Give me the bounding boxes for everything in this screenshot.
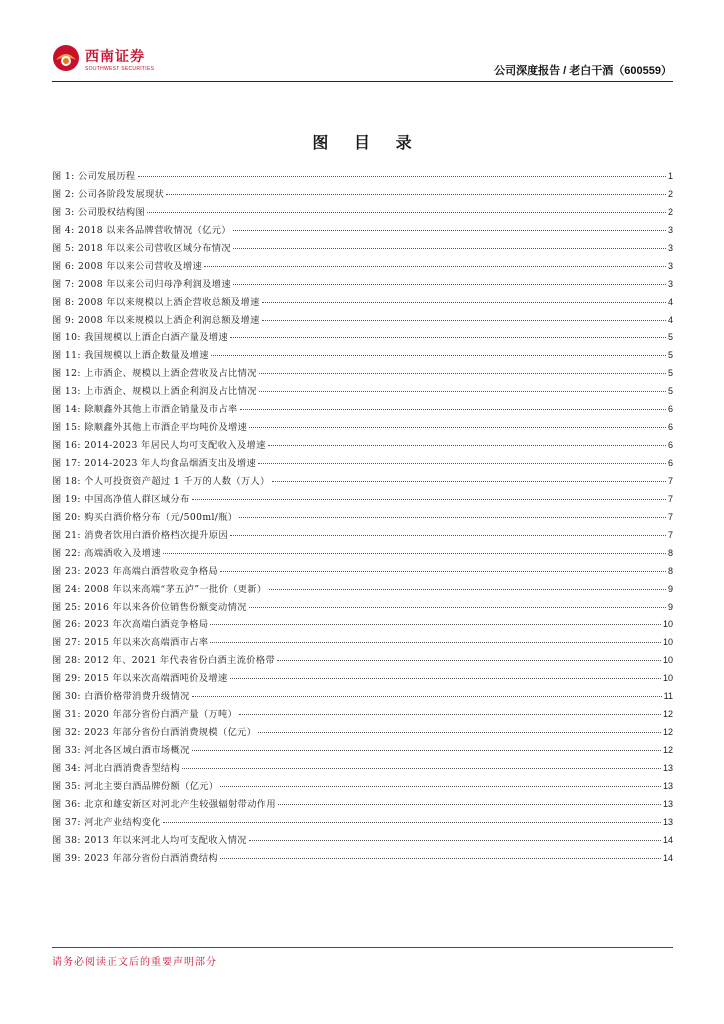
toc-figure-title: 2008 年以来公司营收及增速 (77, 260, 203, 272)
toc-figure-title: 除顺鑫外其他上市酒企平均吨价及增速 (84, 422, 248, 434)
toc-entry[interactable] (52, 491, 673, 509)
toc-figure-number: 图 27: (52, 637, 81, 649)
toc-entry-label (52, 706, 237, 724)
toc-page-number: 1 (667, 171, 673, 181)
toc-entry[interactable] (52, 186, 673, 204)
toc-entry[interactable] (52, 616, 673, 634)
toc-figure-title: 上市酒企、规模以上酒企利润及占比情况 (84, 386, 257, 398)
toc-page-number: 6 (667, 440, 673, 451)
toc-page-number: 3 (667, 224, 673, 235)
toc-page-number: 5 (667, 368, 673, 379)
toc-figure-number: 图 22: (52, 547, 81, 559)
toc-dot-leader (269, 589, 666, 590)
toc-figure-title: 2008 年以来公司归母净利润及增速 (77, 278, 231, 290)
toc-figure-number: 图 38: (52, 834, 81, 846)
toc-entry-label (52, 634, 208, 652)
toc-dot-leader (210, 624, 661, 625)
toc-dot-leader (277, 660, 661, 661)
toc-entry[interactable] (52, 796, 673, 814)
toc-page-number: 7 (667, 529, 673, 540)
toc-dot-leader (240, 409, 666, 410)
logo-icon (52, 44, 80, 72)
toc-entry-label (52, 294, 260, 312)
toc-entry-label (52, 401, 238, 419)
toc-figure-number: 图 33: (52, 745, 81, 756)
toc-entry-label (52, 563, 218, 581)
toc-figure-title: 2023 年高端白酒营收竞争格局 (84, 565, 218, 577)
toc-page-number: 13 (662, 780, 673, 791)
toc-figure-number: 图 2: (52, 188, 75, 200)
toc-figure-number: 图 7: (52, 278, 75, 290)
toc-figure-number: 图 16: (52, 440, 81, 452)
toc-entry[interactable] (52, 850, 673, 868)
toc-page-number: 6 (667, 404, 673, 415)
toc-entry[interactable] (52, 258, 673, 276)
footer-divider (52, 947, 673, 948)
toc-figure-title: 2018 以来各品牌营收情况（亿元） (77, 224, 231, 236)
toc-heading: 图 目 录 (312, 133, 422, 152)
toc-entry-label (52, 347, 209, 365)
toc-figure-title: 2020 年部分省份白酒产量（万吨） (84, 709, 238, 721)
toc-page-number: 5 (667, 332, 673, 343)
toc-figure-number: 图 29: (52, 673, 81, 685)
footer-disclaimer: 请务必阅读正文后的重要声明部分 (52, 957, 217, 968)
toc-entry-label (52, 419, 247, 437)
toc-entry-label (52, 240, 231, 258)
toc-figure-title: 2023 年部分省份白酒消费规模（亿元） (84, 727, 257, 739)
toc-entry-label (52, 312, 260, 330)
toc-entry[interactable] (52, 706, 673, 724)
toc-dot-leader (233, 284, 666, 285)
toc-page-number: 8 (667, 565, 673, 576)
toc-dot-leader (230, 678, 661, 679)
toc-dot-leader (249, 607, 666, 608)
toc-figure-title: 除顺鑫外其他上市酒企销量及市占率 (84, 404, 238, 416)
toc-entry-label (52, 670, 228, 688)
toc-page-number: 13 (662, 762, 673, 773)
toc-entry[interactable] (52, 419, 673, 437)
toc-figure-title: 中国高净值人群区域分布 (84, 493, 190, 505)
toc-entry[interactable] (52, 670, 673, 688)
toc-figure-title: 2016 年以来各价位销售份额变动情况 (84, 601, 247, 613)
toc-entry-label (52, 491, 190, 509)
toc-figure-title: 河北各区域白酒市场概况 (84, 745, 190, 756)
toc-figure-number: 图 13: (52, 386, 81, 398)
toc-figure-number: 图 4: (52, 224, 75, 236)
toc-entry[interactable] (52, 742, 673, 760)
toc-entry-label (52, 455, 256, 473)
report-title: 公司深度报告 / 老白干酒（600559） (494, 65, 672, 77)
toc-figure-number: 图 34: (52, 762, 81, 774)
toc-page-number: 9 (667, 583, 673, 594)
toc-entry[interactable] (52, 634, 673, 652)
toc-figure-title: 2014-2023 年居民人均可支配收入及增速 (84, 440, 266, 452)
toc-page-number: 7 (667, 475, 673, 486)
toc-entry[interactable] (52, 222, 673, 240)
toc-dot-leader (230, 535, 666, 536)
toc-entry[interactable] (52, 581, 673, 599)
toc-entry-label (52, 760, 180, 778)
toc-entry-label (52, 832, 247, 850)
toc-figure-title: 2012 年、2021 年代表省份白酒主流价格带 (84, 655, 276, 667)
toc-figure-number: 图 11: (52, 350, 81, 362)
toc-figure-number: 图 6: (52, 260, 75, 272)
toc-page-number: 5 (667, 350, 673, 361)
toc-figure-number: 图 21: (52, 529, 81, 541)
toc-dot-leader (239, 714, 661, 715)
toc-entry[interactable] (52, 688, 673, 706)
toc-dot-leader (230, 337, 666, 338)
toc-entry-label (52, 724, 256, 742)
toc-figure-title: 河北产业结构变化 (84, 816, 161, 828)
toc-figure-number: 图 5: (52, 242, 75, 254)
toc-entry-label (52, 545, 161, 563)
toc-entry-label (52, 186, 164, 204)
toc-page-number: 14 (662, 852, 673, 863)
toc-figure-number: 图 30: (52, 691, 81, 703)
toc-page-number: 10 (662, 619, 673, 630)
toc-dot-leader (163, 822, 661, 823)
toc-figure-number: 图 28: (52, 655, 81, 667)
toc-dot-leader (192, 499, 666, 500)
toc-figure-title: 2015 年以来次高端酒吨价及增速 (84, 673, 228, 685)
toc-page-number: 4 (667, 296, 673, 307)
toc-entry-label (52, 778, 218, 796)
toc-dot-leader (258, 463, 666, 464)
toc-figure-title: 2023 年部分省份白酒消费结构 (84, 852, 218, 864)
toc-entry[interactable] (52, 509, 673, 527)
toc-figure-title: 河北白酒消费香型结构 (84, 762, 181, 774)
toc-page-number: 12 (662, 745, 673, 755)
toc-figure-number: 图 37: (52, 816, 81, 828)
toc-figure-title: 2008 年以来高端“茅五泸”一批价（更新） (84, 583, 267, 595)
toc-dot-leader (204, 266, 666, 267)
toc-figure-title: 公司各阶段发展现状 (77, 188, 165, 200)
toc-dot-leader (147, 212, 666, 213)
toc-figure-number: 图 3: (52, 206, 75, 218)
toc-dot-leader (233, 248, 666, 249)
toc-entry[interactable] (52, 814, 673, 832)
toc-entry[interactable] (52, 294, 673, 312)
toc-figure-number: 图 19: (52, 493, 81, 505)
toc-dot-leader (249, 840, 661, 841)
toc-figure-title: 北京和雄安新区对河北产生较强辐射带动作用 (84, 798, 276, 810)
toc-entry[interactable] (52, 312, 673, 330)
toc-entry[interactable] (52, 347, 673, 365)
toc-dot-leader (163, 553, 666, 554)
toc-page-number: 3 (667, 278, 673, 289)
toc-figure-number: 图 10: (52, 332, 81, 344)
toc-entry-label (52, 581, 267, 599)
toc-entry-label (52, 599, 247, 617)
toc-page-number: 13 (662, 798, 673, 809)
toc-figure-number: 图 1: (52, 171, 75, 182)
toc-figure-number: 图 25: (52, 601, 81, 613)
toc-page-number: 3 (667, 260, 673, 271)
toc-figure-number: 图 39: (52, 852, 81, 864)
toc-figure-number: 图 26: (52, 619, 81, 631)
toc-dot-leader (220, 571, 666, 572)
toc-entry-label (52, 437, 266, 455)
toc-figure-title: 2013 年以来河北人均可支配收入情况 (84, 834, 247, 846)
toc-page-number: 2 (667, 188, 673, 199)
toc-dot-leader (259, 391, 666, 392)
toc-figure-title: 2018 年以来公司营收区域分布情况 (77, 242, 231, 254)
toc-entry-label (52, 796, 276, 814)
toc-entry-label (52, 509, 237, 527)
toc-figure-title: 个人可投资资产超过 1 千万的人数（万人） (84, 475, 270, 487)
toc-entry[interactable] (52, 276, 673, 294)
toc-entry[interactable] (52, 652, 673, 670)
toc-entry-label (52, 329, 228, 347)
toc-dot-leader (239, 517, 666, 518)
toc-entry[interactable] (52, 383, 673, 401)
toc-page-number: 9 (667, 601, 673, 612)
toc-entry[interactable] (52, 599, 673, 617)
toc-dot-leader (278, 804, 661, 805)
logo-english-text: SOUTHWEST SECURITIES (85, 66, 155, 72)
toc-figure-number: 图 9: (52, 314, 75, 326)
toc-entry[interactable] (52, 437, 673, 455)
toc-entry[interactable] (52, 455, 673, 473)
toc-figure-title: 2014-2023 年人均食品烟酒支出及增速 (84, 458, 257, 469)
toc-figure-title: 公司股权结构图 (77, 206, 146, 218)
toc-entry[interactable] (52, 724, 673, 742)
toc-page-number: 12 (662, 709, 673, 720)
toc-figure-title: 高端酒收入及增速 (84, 547, 161, 559)
toc-dot-leader (192, 696, 662, 697)
company-logo (52, 44, 172, 80)
page-header (52, 38, 672, 82)
toc-figure-title: 消费者饮用白酒价格档次提升原因 (84, 529, 229, 541)
toc-page-number: 2 (667, 206, 673, 217)
logo-chinese-text: 西南证券 (85, 49, 145, 65)
toc-entry[interactable] (52, 545, 673, 563)
toc-dot-leader (220, 858, 661, 859)
toc-dot-leader (258, 732, 661, 733)
toc-entry-label (52, 850, 218, 868)
toc-page-number: 3 (667, 242, 673, 253)
toc-entry[interactable] (52, 329, 673, 347)
figure-list (52, 168, 673, 868)
toc-figure-number: 图 8: (52, 296, 75, 308)
toc-entry-label (52, 222, 231, 240)
toc-page-number: 12 (662, 727, 673, 738)
toc-figure-title: 上市酒企、规模以上酒企营收及占比情况 (84, 368, 257, 380)
toc-figure-title: 河北主要白酒品牌份额（亿元） (84, 780, 219, 792)
toc-dot-leader (272, 481, 666, 482)
toc-entry[interactable] (52, 832, 673, 850)
toc-entry[interactable] (52, 240, 673, 258)
toc-entry-label (52, 365, 257, 383)
toc-entry[interactable] (52, 527, 673, 545)
toc-figure-title: 2008 年以来规模以上酒企营收总额及增速 (77, 296, 260, 308)
toc-figure-title: 2008 年以来规模以上酒企利润总额及增速 (77, 314, 260, 326)
toc-entry[interactable] (52, 365, 673, 383)
toc-figure-number: 图 24: (52, 583, 81, 595)
toc-page-number: 10 (662, 673, 673, 684)
toc-dot-leader (182, 768, 661, 769)
toc-dot-leader (249, 427, 666, 428)
toc-dot-leader (166, 194, 666, 195)
toc-page-number: 11 (663, 691, 673, 702)
toc-dot-leader (211, 355, 666, 356)
toc-figure-number: 图 23: (52, 565, 81, 577)
toc-page-number: 10 (662, 655, 673, 666)
toc-dot-leader (259, 373, 666, 374)
toc-page-number: 7 (667, 493, 673, 504)
toc-page-number: 8 (667, 547, 673, 558)
toc-page-number: 14 (662, 834, 673, 845)
toc-figure-number: 图 20: (52, 511, 81, 523)
toc-entry-label (52, 168, 136, 186)
toc-entry[interactable] (52, 778, 673, 796)
toc-figure-number: 图 32: (52, 727, 81, 739)
toc-figure-number: 图 36: (52, 798, 81, 810)
toc-figure-number: 图 17: (52, 458, 81, 469)
toc-entry-label (52, 473, 270, 491)
toc-entry-label (52, 742, 190, 760)
toc-page-number: 4 (667, 314, 673, 325)
toc-entry-label (52, 616, 208, 634)
toc-figure-title: 公司发展历程 (77, 171, 136, 182)
toc-entry-label (52, 383, 257, 401)
toc-dot-leader (262, 302, 666, 303)
toc-figure-title: 2015 年以来次高端酒市占率 (84, 637, 209, 649)
header-divider (52, 81, 673, 82)
toc-entry[interactable] (52, 563, 673, 581)
toc-entry-label (52, 204, 145, 222)
toc-figure-title: 2023 年次高端白酒竞争格局 (84, 619, 209, 631)
toc-figure-title: 我国规模以上酒企数量及增速 (84, 350, 209, 362)
toc-entry[interactable] (52, 168, 673, 186)
toc-figure-number: 图 18: (52, 475, 81, 487)
toc-figure-number: 图 31: (52, 709, 81, 721)
toc-dot-leader (233, 230, 666, 231)
toc-dot-leader (262, 320, 666, 321)
toc-dot-leader (138, 176, 666, 177)
toc-entry-label (52, 276, 231, 294)
toc-page-number: 13 (662, 816, 673, 827)
toc-entry-label (52, 527, 228, 545)
toc-page-number: 7 (667, 511, 673, 522)
toc-figure-title: 白酒价格带消费升级情况 (84, 691, 190, 703)
toc-page-number: 5 (667, 386, 673, 397)
toc-page-number: 10 (662, 637, 673, 648)
toc-entry[interactable] (52, 401, 673, 419)
toc-dot-leader (210, 642, 661, 643)
toc-dot-leader (220, 786, 661, 787)
toc-entry-label (52, 688, 190, 706)
toc-entry-label (52, 814, 161, 832)
toc-page-number: 6 (667, 422, 673, 433)
toc-dot-leader (268, 445, 666, 446)
toc-entry-label (52, 652, 275, 670)
toc-figure-number: 图 12: (52, 368, 81, 380)
toc-entry-label (52, 258, 202, 276)
toc-dot-leader (192, 750, 661, 751)
toc-entry[interactable] (52, 204, 673, 222)
toc-figure-title: 我国规模以上酒企白酒产量及增速 (84, 332, 229, 344)
toc-figure-title: 购买白酒价格分布（元/500ml/瓶） (84, 511, 238, 523)
toc-page-number: 6 (667, 458, 673, 468)
toc-entry[interactable] (52, 473, 673, 491)
toc-entry[interactable] (52, 760, 673, 778)
toc-figure-number: 图 14: (52, 404, 81, 416)
toc-figure-number: 图 35: (52, 780, 81, 792)
toc-figure-number: 图 15: (52, 422, 81, 434)
